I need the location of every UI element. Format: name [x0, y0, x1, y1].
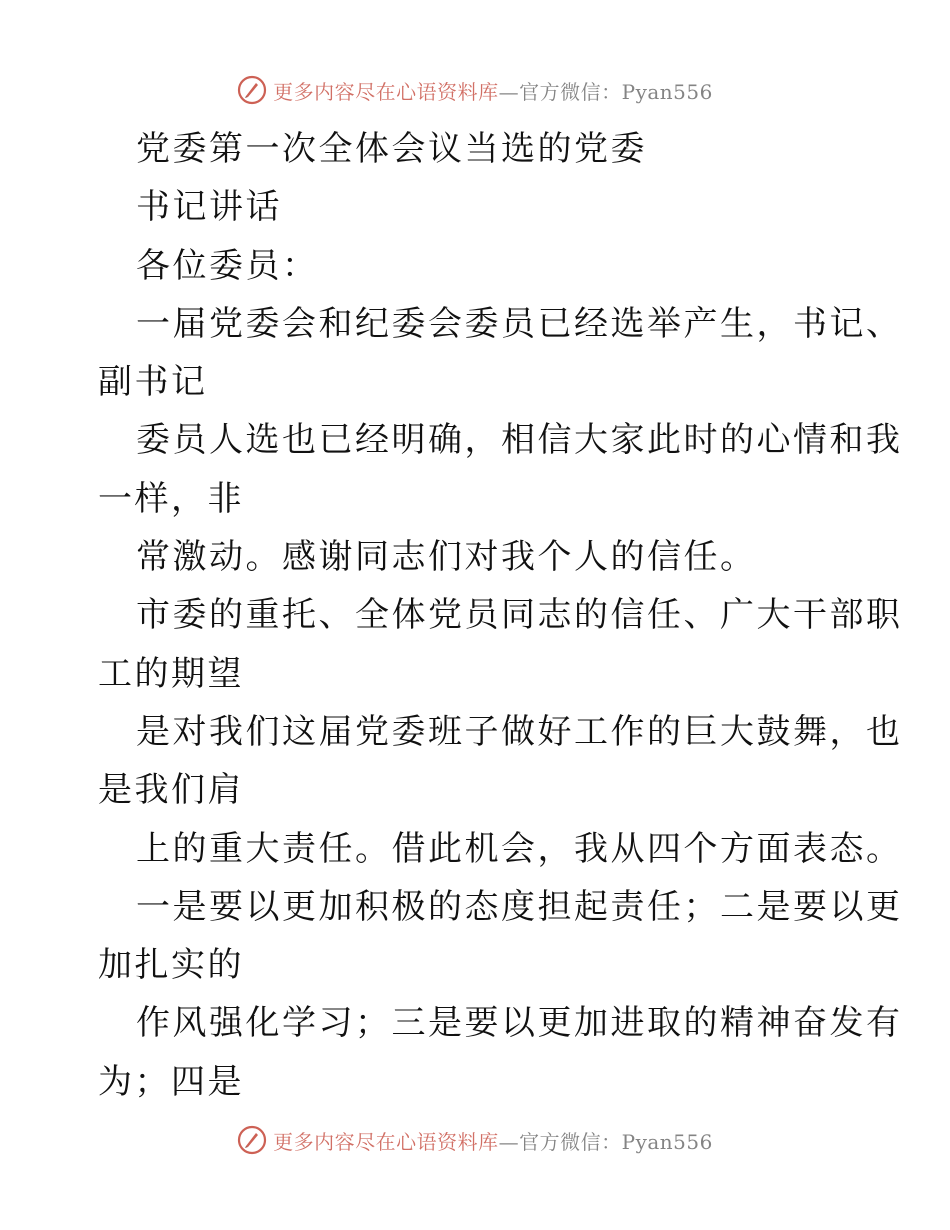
footer-banner-separator: — [498, 1129, 520, 1154]
paragraph-line: 上的重大责任。借此机会，我从四个方面表态。 [136, 828, 903, 869]
salutation: 各位委员： [136, 245, 319, 286]
quill-logo-icon [237, 1125, 267, 1155]
paragraph-line: 加扎实的 [98, 945, 244, 986]
paragraph-line: 是我们肩 [98, 770, 244, 811]
header-banner [0, 70, 950, 110]
footer-banner-contact: 官方微信：Pyan556 [519, 1129, 713, 1154]
quill-logo-icon [237, 75, 267, 105]
header-banner-contact: 官方微信：Pyan556 [519, 79, 713, 104]
paragraph-line: 常激动。感谢同志们对我个人的信任。 [136, 537, 757, 578]
paragraph-line: 委员人选也已经明确，相信大家此时的心情和我 [136, 420, 903, 461]
paragraph-line: 作风强化学习；三是要以更加进取的精神奋发有 [136, 1003, 903, 1044]
paragraph-line: 副书记 [98, 362, 208, 403]
paragraph-line: 一是要以更加积极的态度担起责任；二是要以更 [136, 886, 903, 927]
paragraph-line: 市委的重托、全体党员同志的信任、广大干部职 [136, 595, 903, 636]
footer-banner-title: 更多内容尽在心语资料库 [273, 1129, 499, 1154]
header-banner-text [273, 76, 713, 105]
header-banner-title: 更多内容尽在心语资料库 [273, 79, 499, 104]
paragraph-line: 一届党委会和纪委会委员已经选举产生，书记、 [136, 303, 903, 344]
doc-title-line-2: 书记讲话 [136, 187, 282, 228]
doc-title-line-1: 党委第一次全体会议当选的党委 [136, 129, 647, 169]
paragraph-line: 是对我们这届党委班子做好工作的巨大鼓舞，也 [136, 711, 903, 752]
document-body [98, 120, 903, 1111]
paragraph-line: 一样，非 [98, 478, 244, 519]
header-banner-separator: — [498, 79, 520, 104]
paragraph-line: 工的期望 [98, 653, 244, 694]
footer-banner [0, 1120, 950, 1160]
footer-banner-text [273, 1126, 713, 1155]
paragraph-line: 为；四是 [98, 1061, 244, 1102]
